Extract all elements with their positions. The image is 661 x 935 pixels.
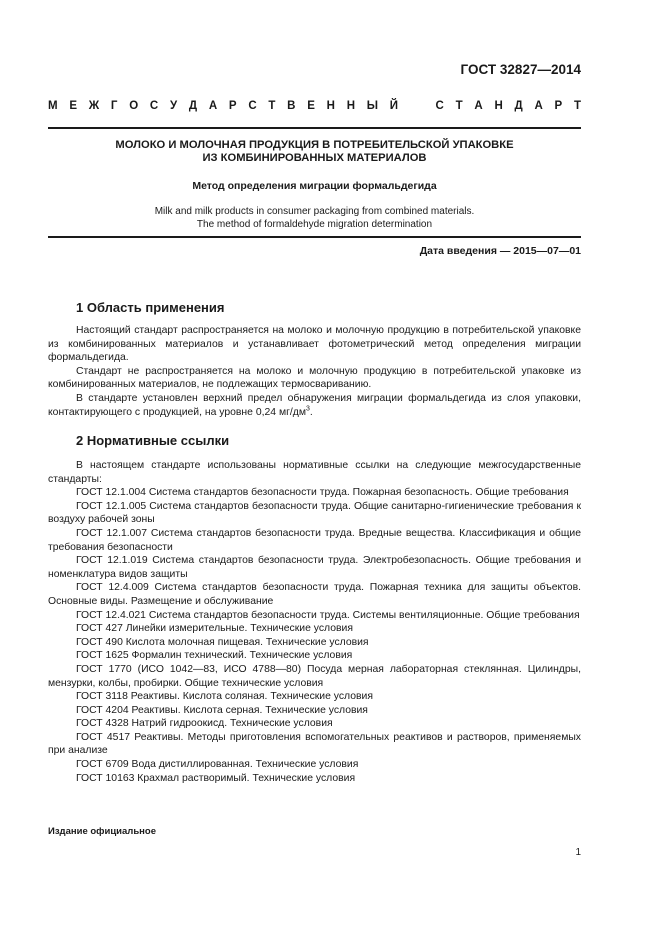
title-bottom-rule (48, 236, 581, 238)
document-title (48, 139, 581, 165)
reference-item: ГОСТ 1625 Формалин технический. Технические условия (76, 650, 353, 662)
reference-item: ГОСТ 12.4.021 Система стандартов безопасности труда. Системы вентиляционные. Общие требования (76, 609, 580, 621)
page-number: 1 (575, 847, 581, 858)
heading-letter: М (48, 100, 58, 112)
reference-item: ГОСТ 12.1.019 Система стандартов безопасности труда. Электробезопасность. Общие требования и номенклатура видов защиты (48, 555, 581, 580)
section-1-body (48, 324, 581, 419)
heading-letter: Н (326, 100, 335, 112)
method-subtitle: Метод определения миграции формальдегида (192, 180, 437, 192)
section-1-paragraph-1: Настоящий стандарт распространяется на молоко и молочную продукцию в потребительской упаковке из комбинированных материалов и устанавливает фотометрический метод определения миграции формальдегида. (48, 325, 581, 364)
reference-item: ГОСТ 490 Кислота молочная пищевая. Технические условия (76, 636, 369, 648)
reference-item: ГОСТ 6709 Вода дистиллированная. Технические условия (76, 759, 359, 771)
letter-gap (410, 100, 424, 112)
section-2-body (48, 459, 581, 785)
reference-item: ГОСТ 4204 Реактивы. Кислота серная. Технические условия (76, 704, 368, 716)
heading-letter: Ж (88, 100, 100, 112)
heading-letter: У (169, 100, 178, 112)
english-title-line-1: Milk and milk products in consumer packaging from combined materials. (154, 206, 475, 217)
heading-letter: Т (268, 100, 276, 112)
section-1-paragraph-3 (48, 392, 581, 419)
heading-letter: Н (494, 100, 503, 112)
heading-letter: А (208, 100, 218, 112)
heading-letter: А (534, 100, 543, 112)
heading-letter: Й (389, 100, 399, 112)
heading-letter: О (129, 100, 139, 112)
heading-letter: С (248, 100, 257, 112)
english-title (48, 206, 581, 231)
section-2-intro: В настоящем стандарте использованы нормативные ссылки на следующие межгосударственные стандарты: (48, 460, 581, 485)
standard-type-heading (48, 100, 581, 112)
heading-letter: В (287, 100, 296, 112)
heading-letter: С (435, 100, 444, 112)
heading-letter: Г (110, 100, 118, 112)
section-2-heading: 2 Нормативные ссылки (76, 433, 230, 448)
top-rule (48, 127, 581, 129)
heading-letter: Т (573, 100, 581, 112)
heading-letter: Е (69, 100, 78, 112)
heading-letter: Д (514, 100, 523, 112)
official-edition-label: Издание официальное (48, 826, 156, 837)
section-1-heading: 1 Область применения (76, 300, 225, 315)
reference-item: ГОСТ 3118 Реактивы. Кислота соляная. Технические условия (76, 691, 373, 703)
heading-letter: С (149, 100, 159, 112)
title-line-2: ИЗ КОМБИНИРОВАННЫХ МАТЕРИАЛОВ (202, 152, 427, 164)
english-title-line-2: The method of formaldehyde migration determination (196, 218, 433, 230)
heading-letter: Т (455, 100, 463, 112)
normative-references-list (48, 486, 581, 785)
reference-item: ГОСТ 1770 (ИСО 1042—83, ИСО 4788—80) Посуда мерная лабораторная стеклянная. Цилиндры, мензурки, колбы, пробирки. Общие технические условия (48, 663, 581, 689)
reference-item: ГОСТ 4328 Натрий гидроокисд. Технические условия (76, 718, 333, 730)
heading-letter: Е (307, 100, 315, 112)
heading-letter: Д (188, 100, 198, 112)
heading-letter: Ы (366, 100, 379, 112)
reference-item: ГОСТ 12.1.005 Система стандартов безопасности труда. Общие санитарно-гигиенические требования к воздуху рабочей зоны (48, 500, 581, 526)
title-line-1: МОЛОКО И МОЛОЧНАЯ ПРОДУКЦИЯ В ПОТРЕБИТЕЛЬСКОЙ УПАКОВКЕ (115, 139, 514, 151)
heading-letter: А (474, 100, 483, 112)
reference-item: ГОСТ 4517 Реактивы. Методы приготовления вспомогательных реактивов и растворов, применяемых при анализе (48, 731, 581, 757)
section-1-paragraph-3-end: . (309, 406, 313, 418)
reference-item: ГОСТ 12.1.007 Система стандартов безопасности труда. Вредные вещества. Классификация и общие требования безопасности (48, 527, 581, 553)
heading-letter: Р (554, 100, 563, 112)
reference-item: ГОСТ 12.1.004 Система стандартов безопасности труда. Пожарная безопасность. Общие требования (76, 487, 569, 499)
reference-item: ГОСТ 427 Линейки измерительные. Технические условия (76, 623, 353, 635)
heading-letter: Н (346, 100, 356, 112)
reference-item: ГОСТ 10163 Крахмал растворимый. Технические условия (76, 772, 356, 784)
heading-letter: Р (228, 100, 237, 112)
section-1-paragraph-2: Стандарт не распространяется на молоко и молочную продукцию в потребительской упаковке из комбинированных материалов, не подлежащих термосвариванию. (48, 365, 581, 391)
introduction-date: Дата введения — 2015—07—01 (419, 245, 581, 257)
superscript: 3 (305, 405, 310, 413)
reference-item: ГОСТ 12.4.009 Система стандартов безопасности труда. Пожарная техника для защиты объектов. Основные виды. Размещение и обслуживание (48, 582, 581, 607)
gost-number: ГОСТ 32827—2014 (460, 62, 581, 77)
section-1-paragraph-3-text: В стандарте установлен верхний предел обнаружения миграции формальдегида из слоя упаковки, контактирующего с продукцией, на уровне 0,24 мг/дм (48, 392, 581, 418)
